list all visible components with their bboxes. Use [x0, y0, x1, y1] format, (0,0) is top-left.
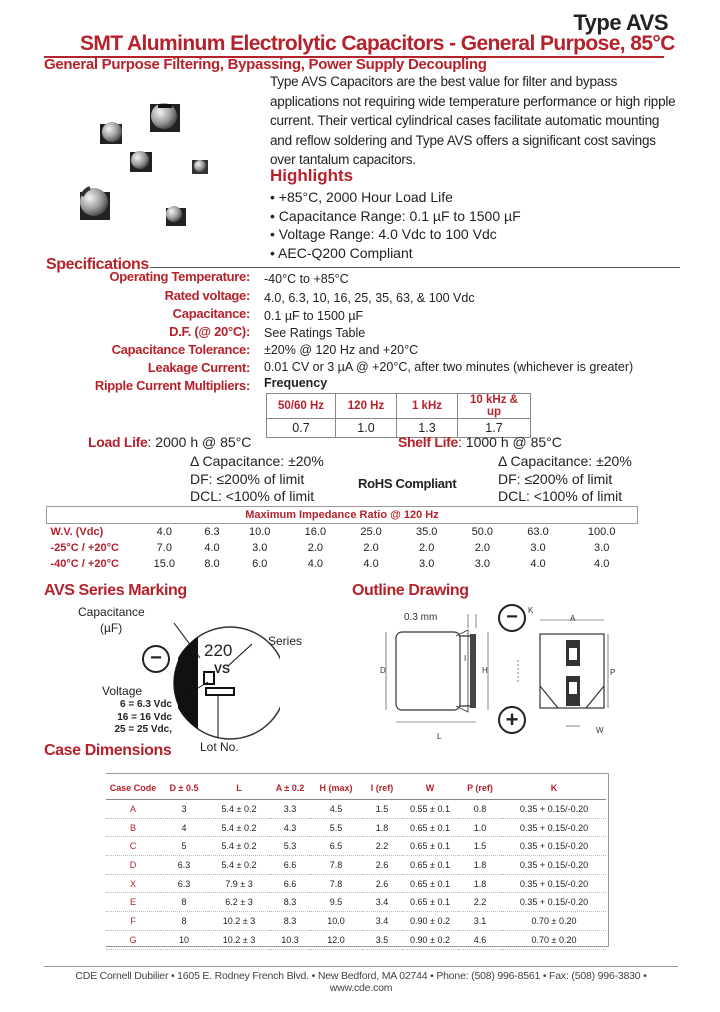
table-cell: 2.0 [419, 542, 435, 554]
spec-value: See Ratings Table [264, 326, 366, 340]
spec-label: Rated voltage: [164, 288, 250, 303]
freq-value: 1.3 [397, 419, 458, 438]
table-cell: 0.35 + 0.15/-0.20 [502, 837, 606, 856]
page-title: SMT Aluminum Electrolytic Capacitors - General Purpose, 85°C [80, 32, 675, 55]
dim-label: I [464, 654, 467, 663]
voltage-code: 6 = 6.3 Vdc [120, 699, 172, 710]
load-life-line: Δ Capacitance: ±20% [190, 453, 324, 469]
dim-label: L [437, 732, 442, 741]
case-code: B [106, 818, 160, 837]
table-cell: 6.0 [252, 558, 268, 570]
table-row [106, 818, 606, 837]
case-code: G [106, 930, 160, 949]
shelf-life-line: Δ Capacitance: ±20% [498, 453, 632, 469]
table-cell: 4.0 [307, 558, 324, 570]
rohs-badge: RoHS Compliant [358, 476, 457, 491]
table-cell: 7.8 [310, 874, 362, 893]
impedance-caption: Maximum Impedance Ratio @ 120 Hz [47, 507, 638, 524]
voltage-code: 25 = 25 Vdc, [114, 724, 172, 735]
table-cell: 5.5 [310, 818, 362, 837]
table-cell: 4.6 [458, 930, 502, 949]
section-divider [150, 267, 680, 268]
capacitance-label: Capacitance [78, 605, 145, 619]
table-cell: 7.0 [156, 542, 172, 554]
freq-header: 120 Hz [336, 394, 397, 419]
table-cell: 1.0 [458, 818, 502, 837]
table-cell: 3.3 [270, 800, 310, 819]
case-code: E [106, 893, 160, 912]
spec-label: Ripple Current Multipliers: [94, 378, 250, 393]
load-life-line: DCL: <100% of limit [190, 488, 315, 504]
case-dimensions-title: Case Dimensions [44, 742, 172, 759]
shelf-life-line: DF: ≤200% of limit [498, 470, 613, 487]
dim-label: D [380, 666, 386, 675]
table-cell: 5.4 ± 0.2 [208, 800, 270, 819]
table-cell: 10.2 ± 3 [208, 930, 270, 949]
table-cell: 4.0 [530, 558, 546, 570]
capacitor-image [130, 151, 152, 172]
table-cell: 0.70 ± 0.20 [502, 912, 606, 931]
table-row [47, 556, 638, 572]
spec-value: 0.01 CV or 3 µA @ +20°C, after two minutes (whichever is greater) [264, 360, 634, 374]
table-cell: 5.3 [270, 837, 310, 856]
voltage-header: 4.0 [137, 524, 193, 541]
voltage-header: 25.0 [343, 524, 399, 541]
impedance-table [46, 506, 638, 572]
table-cell: 3.4 [362, 893, 402, 912]
table-cell: 5.4 ± 0.2 [208, 837, 270, 856]
capacitor-image [80, 188, 110, 220]
marking-value: 220 [204, 641, 233, 660]
table-cell: 2.6 [362, 856, 402, 875]
series-code: VS [214, 662, 231, 676]
table-cell: 10.2 ± 3 [208, 912, 270, 931]
table-cell: 2.0 [363, 542, 379, 554]
footer-divider [44, 966, 678, 967]
marking-title: AVS Series Marking [44, 582, 187, 599]
table-cell: 5 [160, 837, 208, 856]
table-row [106, 837, 606, 856]
column-header: L [208, 777, 270, 800]
voltage-header: 6.3 [192, 524, 232, 541]
table-row [106, 800, 606, 819]
table-row [47, 540, 638, 556]
dim-label: P [610, 668, 616, 677]
table-row [106, 930, 606, 949]
capacitor-image [166, 206, 186, 226]
case-code: C [106, 837, 160, 856]
table-cell: 1.8 [458, 856, 502, 875]
frequency-title: Frequency [264, 376, 328, 390]
column-header: P (ref) [458, 777, 502, 800]
capacitor-image [100, 122, 122, 144]
voltage-header: 63.0 [510, 524, 566, 541]
table-row [106, 912, 606, 931]
table-cell: 6.3 [160, 874, 208, 893]
table-cell: 0.90 ± 0.2 [402, 912, 458, 931]
spec-label: D.F. (@ 20°C): [169, 324, 250, 339]
highlights-title: Highlights [270, 166, 354, 185]
table-cell: 4.0 [363, 558, 379, 570]
table-cell: 3 [160, 800, 208, 819]
minus-icon: − [498, 604, 526, 632]
column-header: W [402, 777, 458, 800]
load-life [88, 434, 251, 452]
table-cell: 6.5 [310, 837, 362, 856]
highlight-item: • Capacitance Range: 0.1 µF to 1500 µF [270, 207, 521, 226]
freq-value: 0.7 [267, 419, 336, 438]
table-cell: 0.65 ± 0.1 [402, 837, 458, 856]
table-cell: 8 [160, 893, 208, 912]
table-cell: 1.8 [362, 818, 402, 837]
table-cell: 15.0 [153, 558, 176, 570]
table-cell: 2.2 [362, 837, 402, 856]
voltage-header: 10.0 [232, 524, 288, 541]
table-cell: 3.4 [362, 912, 402, 931]
shelf-life-line: DCL: <100% of limit [498, 488, 623, 504]
table-cell: 3.0 [419, 558, 435, 570]
plus-icon: + [498, 706, 526, 734]
table-cell: 2.2 [458, 893, 502, 912]
case-code: F [106, 912, 160, 931]
spec-label: Capacitance: [172, 306, 250, 321]
table-cell: 8.0 [204, 558, 220, 570]
capacitor-image [150, 103, 180, 132]
lot-label: Lot No. [200, 740, 239, 754]
table-cell: 0.70 ± 0.20 [502, 930, 606, 949]
table-cell: 4.0 [204, 542, 220, 554]
intro-paragraph: Type AVS Capacitors are the best value for filter and bypass applications not requiring wide temperature performance or high ripple current. Their vertical cylindrical cases facilitate automatic mounting and reflow soldering and Type AVS offers a significant cost savings over tantalum capacitors. [270, 74, 676, 167]
table-cell: 4.0 [594, 558, 610, 570]
spec-value: -40°C to +85°C [264, 272, 349, 286]
table-row [106, 874, 606, 893]
load-life-line: DF: ≤200% of limit [190, 470, 305, 487]
outline-title: Outline Drawing [352, 582, 469, 599]
spec-label: Operating Temperature: [109, 269, 250, 284]
table-cell: 0.35 + 0.15/-0.20 [502, 800, 606, 819]
table-cell: 6.3 [160, 856, 208, 875]
table-cell: 6.6 [270, 856, 310, 875]
table-cell: 10.0 [310, 912, 362, 931]
voltage-header: 100.0 [566, 524, 638, 541]
spec-value: 0.1 µF to 1500 µF [264, 309, 364, 323]
table-cell: 7.9 ± 3 [208, 874, 270, 893]
shelf-life-details [498, 453, 632, 506]
freq-header: 50/60 Hz [267, 394, 336, 419]
table-cell: 3.5 [362, 930, 402, 949]
voltage-codes [94, 699, 172, 737]
table-cell: 6.2 ± 3 [208, 893, 270, 912]
page-subtitle: General Purpose Filtering, Bypassing, Power Supply Decoupling [44, 56, 487, 73]
row-label: -25°C / +20°C [50, 542, 119, 554]
table-cell: 4.3 [270, 818, 310, 837]
table-cell: 8 [160, 912, 208, 931]
column-header: D ± 0.5 [160, 777, 208, 800]
highlight-item: • +85°C, 2000 Hour Load Life [270, 188, 521, 207]
row-label: W.V. (Vdc) [47, 524, 137, 541]
table-cell: 0.8 [458, 800, 502, 819]
spec-value: 4.0, 6.3, 10, 16, 25, 35, 63, & 100 Vdc [264, 291, 475, 305]
table-cell: 1.5 [362, 800, 402, 819]
case-dimensions-table [106, 777, 606, 950]
dim-label: A [570, 614, 576, 623]
voltage-label: Voltage [102, 684, 143, 698]
table-cell: 3.0 [530, 542, 546, 554]
table-cell: 9.5 [310, 893, 362, 912]
dim-label: W [596, 726, 604, 735]
table-cell: 2.0 [307, 542, 324, 554]
table-row [106, 856, 606, 875]
table-cell: 8.3 [270, 912, 310, 931]
case-code: X [106, 874, 160, 893]
series-label: Series [268, 634, 303, 648]
load-life-value: : 2000 h @ 85°C [147, 434, 252, 450]
table-cell: 1.8 [458, 874, 502, 893]
column-header: I (ref) [362, 777, 402, 800]
dim-label: K [528, 606, 534, 615]
table-cell: 0.65 ± 0.1 [402, 874, 458, 893]
freq-header: 10 kHz & up [458, 394, 531, 419]
shelf-life-value: : 1000 h @ 85°C [458, 434, 562, 450]
table-cell: 8.3 [270, 893, 310, 912]
load-life-label: Load Life [88, 434, 148, 450]
column-header: K [502, 777, 606, 800]
table-cell: 4 [160, 818, 208, 837]
table-cell: 0.65 ± 0.1 [402, 893, 458, 912]
highlights-list [270, 188, 521, 262]
table-cell: 2.0 [474, 542, 490, 554]
type-title: Type AVS [573, 10, 668, 35]
freq-value: 1.0 [336, 419, 397, 438]
load-life-details [190, 453, 324, 506]
freq-value: 1.7 [458, 419, 531, 438]
table-row [106, 893, 606, 912]
dim-label: H [482, 666, 488, 675]
column-header: A ± 0.2 [270, 777, 310, 800]
table-cell: 2.6 [362, 874, 402, 893]
case-code: A [106, 800, 160, 819]
ripple-multiplier-table [266, 393, 531, 438]
table-cell: 3.1 [458, 912, 502, 931]
column-header: Case Code [106, 777, 160, 800]
table-cell: 5.4 ± 0.2 [208, 818, 270, 837]
table-cell: 0.35 + 0.15/-0.20 [502, 893, 606, 912]
voltage-code: 16 = 16 Vdc [117, 711, 172, 723]
highlight-item: • AEC-Q200 Compliant [270, 244, 521, 263]
column-header: H (max) [310, 777, 362, 800]
spec-value: ±20% @ 120 Hz and +20°C [264, 343, 419, 357]
table-cell: 12.0 [310, 930, 362, 949]
capacitance-unit: (µF) [100, 621, 123, 635]
freq-header: 1 kHz [397, 394, 458, 419]
table-cell: 0.65 ± 0.1 [402, 856, 458, 875]
highlight-item: • Voltage Range: 4.0 Vdc to 100 Vdc [270, 225, 521, 244]
table-cell: 10.3 [270, 930, 310, 949]
dim-label: 0.3 mm [404, 612, 438, 623]
specifications-title: Specifications [46, 256, 149, 273]
table-cell: 0.35 + 0.15/-0.20 [502, 874, 606, 893]
capacitor-image [192, 160, 208, 174]
footer: CDE Cornell Dubilier • 1605 E. Rodney French Blvd. • New Bedford, MA 02744 • Phone: (508) 996-8561 • Fax: (508) 996-3830 • www.cde.com [75, 970, 647, 994]
spec-label: Leakage Current: [147, 360, 250, 375]
table-cell: 10 [160, 930, 208, 949]
table-cell: 0.65 ± 0.1 [402, 818, 458, 837]
voltage-header: 50.0 [455, 524, 511, 541]
table-cell: 7.8 [310, 856, 362, 875]
row-label: -40°C / +20°C [50, 558, 119, 570]
table-cell: 0.55 ± 0.1 [402, 800, 458, 819]
table-cell: 0.35 + 0.15/-0.20 [502, 856, 606, 875]
table-cell: 3.0 [594, 542, 610, 554]
spec-label: Capacitance Tolerance: [111, 342, 250, 357]
case-code: D [106, 856, 160, 875]
table-cell: 3.0 [474, 558, 490, 570]
voltage-header: 16.0 [288, 524, 344, 541]
minus-icon: − [142, 645, 170, 673]
shelf-life-label: Shelf Life [398, 434, 459, 450]
voltage-header: 35.0 [399, 524, 455, 541]
product-photo [72, 96, 242, 236]
table-cell: 3.0 [252, 542, 268, 554]
table-cell: 1.5 [458, 837, 502, 856]
table-cell: 6.6 [270, 874, 310, 893]
table-cell: 0.90 ± 0.2 [402, 930, 458, 949]
table-cell: 5.4 ± 0.2 [208, 856, 270, 875]
shelf-life [398, 434, 562, 452]
table-cell: 4.5 [310, 800, 362, 819]
table-cell: 0.35 + 0.15/-0.20 [502, 818, 606, 837]
